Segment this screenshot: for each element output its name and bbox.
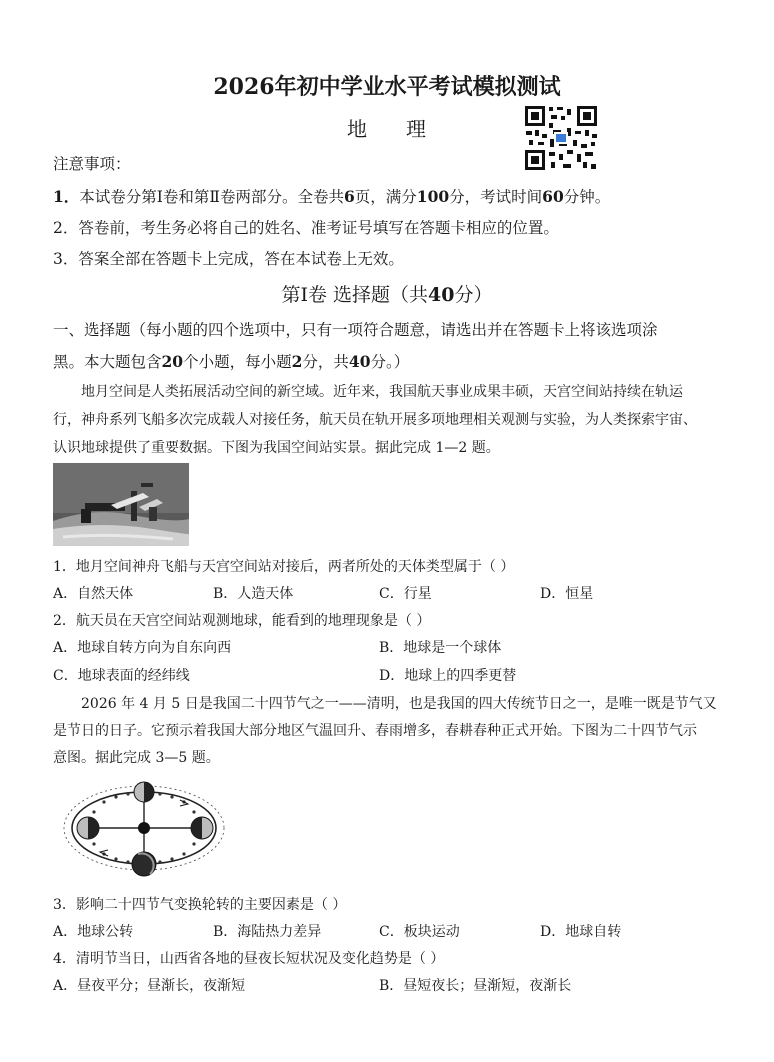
- passage2-line-2: 是节日的日子。它预示着我国大部分地区气温回升、春雨增多，春耕春种正式开始。下图为二十四节气示: [53, 723, 697, 739]
- q2-stem: 2．航天员在天宫空间站观测地球，能看到的地理现象是（ ）: [53, 613, 431, 629]
- q2-option-c: C．地球表面的经纬线: [53, 668, 190, 684]
- subject-title: [0, 113, 774, 142]
- q1-option-b: B．人造天体: [213, 586, 294, 602]
- q1-option-c: C．行星: [379, 586, 432, 602]
- q4-option-a: A．昼夜平分；昼渐长，夜渐短: [53, 978, 246, 994]
- instructions-line-2: 黑。本大题包含20个小题，每小题2分，共40分。）: [53, 352, 410, 371]
- notice-item-3: 3．答案全部在答题卡上完成，答在本试卷上无效。: [53, 250, 404, 268]
- q3-option-a: A．地球公转: [53, 924, 134, 940]
- qr-code-icon: [523, 104, 599, 172]
- q1-stem: 1．地月空间神舟飞船与天宫空间站对接后，两者所处的天体类型属于（ ）: [53, 559, 515, 575]
- q3-option-c: C．板块运动: [379, 924, 460, 940]
- q2-option-a: A．地球自转方向为自东向西: [53, 640, 232, 656]
- q3-option-b: B．海陆热力差异: [213, 924, 322, 940]
- q2-option-b: B．地球是一个球体: [379, 640, 502, 656]
- q2-option-d: D．地球上的四季更替: [379, 668, 517, 684]
- q3-stem: 3．影响二十四节气变换轮转的主要因素是（ ）: [53, 897, 347, 913]
- subject-char-1: 地: [347, 117, 368, 141]
- passage1-line-2: 行，神舟系列飞船多次完成载人对接任务，航天员在轨开展多项地理相关观测与实验，为人类探索宇宙、: [53, 412, 697, 428]
- q3-option-d: D．地球自转: [540, 924, 622, 940]
- qr-code: [523, 104, 599, 172]
- passage1-line-3: 认识地球提供了重要数据。下图为我国空间站实景。据此完成 1—2 题。: [53, 440, 500, 456]
- q1-option-a: A．自然天体: [53, 586, 134, 602]
- section-heading: 第Ⅰ卷 选择题（共40分）: [281, 284, 493, 306]
- solar-terms-diagram: [52, 778, 232, 878]
- passage2-line-1: 2026 年 4 月 5 日是我国二十四节气之一——清明，也是我国的四大传统节日之一，是唯一既是节气又: [81, 696, 717, 712]
- notice-heading: 注意事项：: [53, 155, 131, 173]
- passage1-line-1: 地月空间是人类拓展活动空间的新空域。近年来，我国航天事业成果丰硕，天宫空间站持续在轨运: [81, 384, 683, 400]
- notice-item-1: 1．本试卷分第Ⅰ卷和第Ⅱ卷两部分。全卷共6页，满分100分，考试时间60分钟。: [53, 187, 611, 206]
- q1-option-d: D．恒星: [540, 586, 594, 602]
- passage2-line-3: 意图。据此完成 3—5 题。: [53, 750, 220, 766]
- q4-option-b: B．昼短夜长；昼渐短，夜渐长: [379, 978, 572, 994]
- title-text: 年初中学业水平考试模拟测试: [274, 74, 561, 100]
- title-year: 2026: [213, 74, 275, 100]
- instructions-line-1: 一、选择题（每小题的四个选项中，只有一项符合题意，请选出并在答题卡上将该选项涂: [53, 321, 658, 339]
- notice-item-2: 2．答卷前，考生务必将自己的姓名、准考证号填写在答题卡相应的位置。: [53, 219, 559, 237]
- space-station-photo: [53, 463, 189, 546]
- exam-title: [0, 70, 774, 101]
- subject-char-2: 理: [406, 117, 427, 141]
- q4-stem: 4．清明节当日，山西省各地的昼夜长短状况及变化趋势是（ ）: [53, 951, 445, 967]
